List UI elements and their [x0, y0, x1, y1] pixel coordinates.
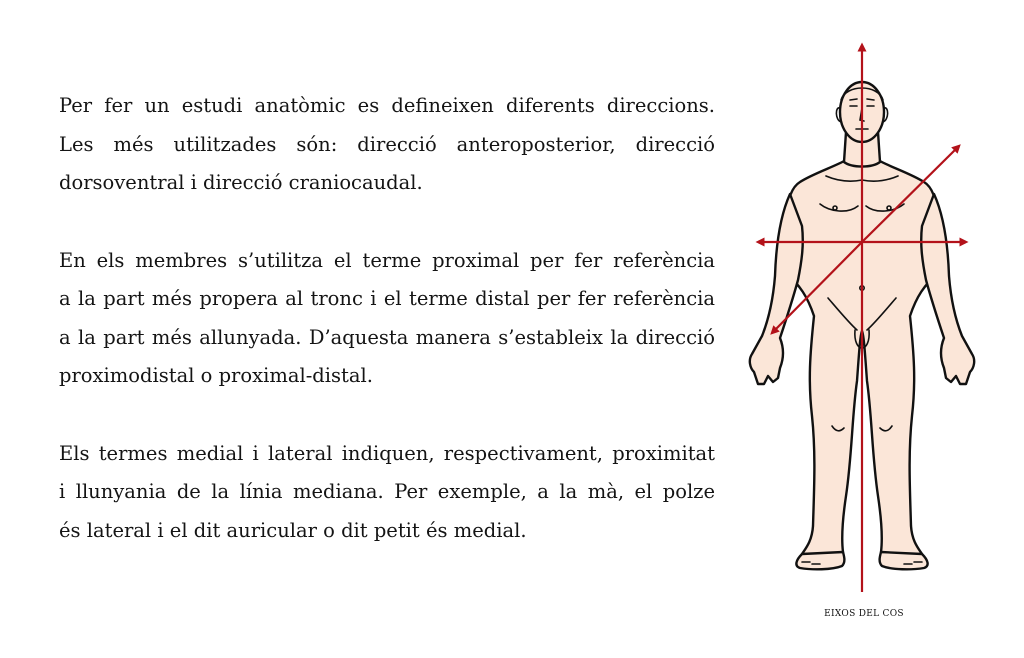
text-line: Per fer un estudi anatòmic es defineixen diferents direccions. [59, 94, 715, 117]
paragraph-directions [59, 87, 715, 203]
body-axes-figure [740, 36, 990, 600]
text-line: proximodistal o proximal-distal. [59, 364, 373, 387]
text-line: Les més utilitzades són: direcció anteroposterior, direcció [59, 132, 715, 156]
text-line: és lateral i el dit auricular o dit petit és medial. [59, 518, 527, 542]
figure-caption: EIXOS DEL COS [824, 609, 904, 619]
human-body-illustration [740, 36, 990, 600]
paragraph-proximal-distal [59, 242, 715, 396]
body-text [59, 87, 715, 589]
text-line: a la part més allunyada. D’aquesta manera s’estableix la direcció [59, 325, 715, 349]
text-line: a la part més propera al tronc i el terme distal per fer referència [59, 287, 715, 310]
text-line: En els membres s’utilitza el terme proximal per fer referència [59, 248, 715, 272]
paragraph-medial-lateral [59, 435, 715, 551]
anatomical-axes [758, 45, 966, 592]
text-line: Els termes medial i lateral indiquen, respectivament, proximitat [59, 441, 715, 465]
text-line: dorsoventral i direcció craniocaudal. [59, 171, 423, 194]
text-line: i llunyania de la línia mediana. Per exemple, a la mà, el polze [59, 480, 715, 503]
